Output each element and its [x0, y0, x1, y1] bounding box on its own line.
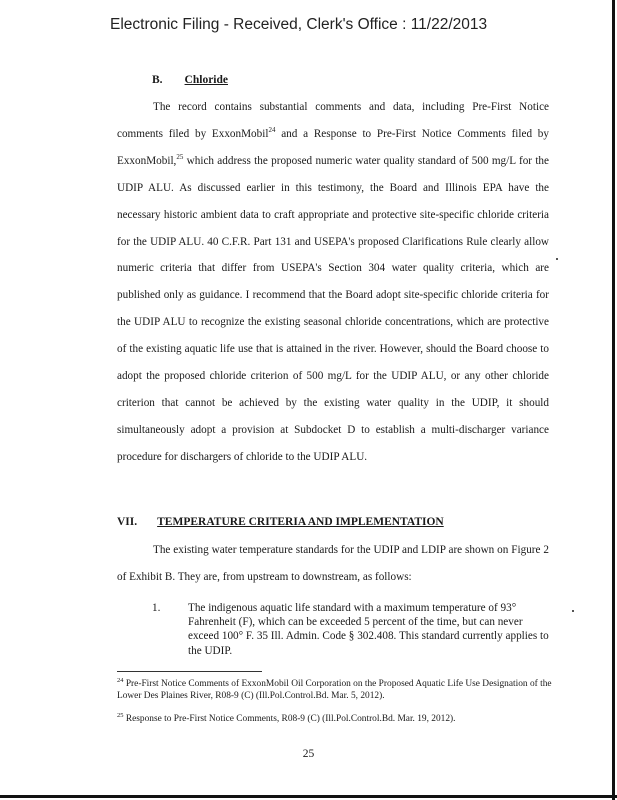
scan-edge-bottom: [0, 795, 617, 798]
section-b-title: Chloride: [184, 74, 228, 86]
section-b-heading: [152, 74, 228, 86]
section-b-label: B.: [152, 74, 163, 86]
footnote-25-number: 25: [117, 712, 124, 719]
chloride-paragraph: [117, 94, 549, 471]
para2-text: The existing water temperature standards for the UDIP and LDIP are shown on Figure 2 of Exhibit B. They are, from upstream to downstream, as follows:: [117, 544, 549, 583]
footnote-ref-24: 24: [268, 125, 276, 134]
footnote-ref-25: 25: [176, 152, 184, 161]
footnote-25-text: Response to Pre-First Notice Comments, R08-9 (C) (Ill.Pol.Control.Bd. Mar. 19, 2012).: [123, 714, 456, 724]
list-item-text: The indigenous aquatic life standard with a maximum temperature of 93° Fahrenheit (F), which can be exceeded 5 percent of the time, but can never exceed 100° F. 35 Ill. Admin. Code § 302.408. This standard currently applies to the UDIP.: [188, 602, 549, 657]
list-item-number: 1.: [152, 602, 161, 614]
scan-edge-right: [612, 0, 615, 800]
para1-text-3: which address the proposed numeric water quality standard of 500 mg/L for the UDIP ALU. As discussed earlier in this testimony, the Board and Illinois EPA have the necessary historic ambient data to craft appropriate and protective site-specific chloride criteria for the UDIP ALU. 40 C.F.R. Part 131 and USEPA's proposed Clarifications Rule clearly allow numeric criteria that differ from USEPA's Section 304 water quality criteria, which are published only as guidance. I recommend that the Board adopt site-specific chloride criteria for the UDIP ALU to recognize the existing seasonal chloride concentrations, which are protective of the existing aquatic life use that is attained in the river. However, should the Board choose to adopt the proposed chloride criterion of 500 mg/L for the UDIP ALU, or any other chloride criterion that cannot be achieved by the existing water quality in the UDIP, it should simultaneously adopt a provision at Subdocket D to establish a multi-discharger variance procedure for dischargers of chloride to the UDIP ALU.: [117, 154, 549, 463]
para1-text-2: and a Response to Pre-First Notice Comments filed by ExxonMobil,: [117, 127, 549, 167]
para1-text-1: The record contains substantial comments and data, including Pre-First Notice comments filed by ExxonMobil: [117, 101, 549, 140]
section-vii-title: TEMPERATURE CRITERIA AND IMPLEMENTATION: [157, 516, 444, 528]
page-number: 25: [302, 748, 315, 760]
footnote-25: [117, 713, 553, 725]
scan-speck: [572, 610, 574, 612]
footnote-24-number: 24: [117, 677, 124, 684]
section-vii-heading: [117, 516, 444, 528]
scan-speck: [556, 258, 558, 260]
footnote-24: [117, 678, 553, 702]
filing-header: Electronic Filing - Received, Clerk's Office : 11/22/2013: [110, 16, 488, 33]
footnote-divider: [117, 671, 262, 672]
section-vii-label: VII.: [117, 516, 138, 528]
temperature-paragraph: [117, 537, 549, 591]
footnote-24-text: Pre-First Notice Comments of ExxonMobil Oil Corporation on the Proposed Aquatic Life Use Designation of the Lower Des Plaines River, R08-9 (C) (Ill.Pol.Control.Bd. Mar. 5, 2012).: [117, 679, 552, 702]
